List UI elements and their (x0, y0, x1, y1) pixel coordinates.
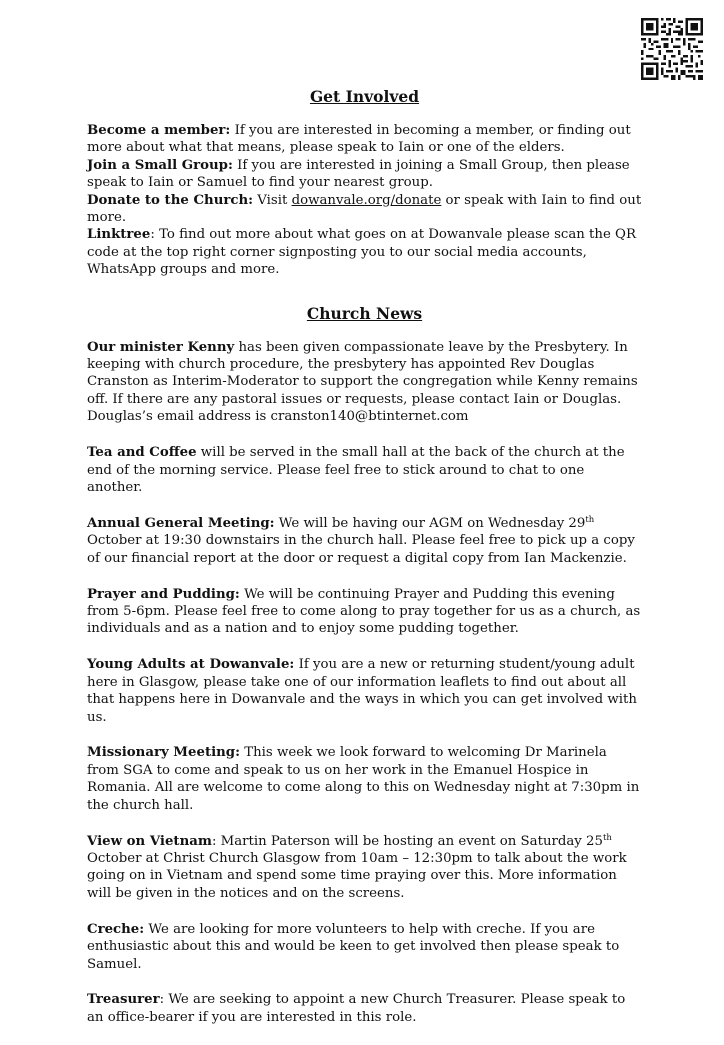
notice-text: will be served in the small hall at the back of the church at the end of the morning service. Please feel free to stick around to chat to one another. (87, 445, 625, 495)
notice-text: We will be having our AGM on Wednesday 29 (274, 515, 586, 531)
notice-text: We will be continuing Prayer and Pudding this evening from 5-6pm. Please feel free to come along to pray together for us as a church, as individuals and as a nation and to enjoy some pudding together. (87, 586, 641, 637)
prayer-pudding-notice (87, 586, 642, 638)
notice-text: October at 19:30 downstairs in the church hall. Please feel free to pick up a copy of our financial report at the door or request a digital copy from Ian Mackenzie. (87, 533, 635, 566)
notice-text: If you are a new or returning student/young adult here in Glasgow, please take one of our information leaflets to find out about all that happens here in Dowanvale and the ways in which you can get involved with us. (87, 657, 637, 725)
section-heading-get-involved: Get Involved (309, 87, 420, 106)
notice-text: If you are interested in joining a Small Group, then please speak to Iain or Samuel to find your nearest group. (87, 157, 630, 191)
notice-label: Tea and Coffee (87, 445, 197, 461)
notice-label: Missionary Meeting: (87, 745, 241, 761)
young-adults-notice (87, 656, 642, 726)
notice-text: has been given compassionate leave by the Presbytery. In keeping with church procedure, the presbytery has appointed Rev Douglas Cranston as Interim-Moderator to support the congregation while Kenny remains off. If there are any pastoral issues or requests, please contact Iain or Douglas. Douglas’s email address is cranston140@btinternet.com (87, 339, 638, 425)
notice-label: View on Vietnam (87, 833, 212, 849)
linktree-notice (87, 226, 642, 278)
notice-text: October at Christ Church Glasgow from 10am – 12:30pm to talk about the work going on in Vietnam and spend some time praying over this. More information will be given in the notices and on the screens. (87, 851, 627, 901)
section-heading-church-news: Church News (306, 303, 423, 323)
notice-text: If you are interested in becoming a member, or finding out more about what that means, please speak to Iain or one of the elders. (87, 123, 631, 156)
notice-label: Donate to the Church: (87, 192, 254, 208)
notice-label: Join a Small Group: (87, 157, 233, 173)
vietnam-notice (87, 833, 642, 903)
notice-text: We are looking for more volunteers to help with creche. If you are enthusiastic about this and would be keen to get involved then please speak to Samuel. (87, 921, 620, 972)
notice-label: Treasurer (87, 992, 160, 1008)
become-member-notice (87, 122, 642, 157)
notice-text: : We are seeking to appoint a new Church Treasurer. Please speak to an office-bearer if you are interested in this role. (87, 992, 626, 1025)
minister-notice (87, 339, 642, 426)
agm-notice (87, 515, 642, 567)
notice-text: or speak with Iain to find out more. (87, 192, 642, 226)
notice-label: Linktree (87, 227, 151, 243)
notice-label: Creche: (87, 921, 145, 937)
treasurer-notice (87, 991, 642, 1026)
notice-text: This week we look forward to welcoming Dr Marinela from SGA to come and speak to us on her work in the Emanuel Hospice in Romania. All are welcome to come along to this on Wednesday night at 7:30pm in the church hall. (87, 745, 640, 813)
donate-notice (87, 192, 642, 227)
donate-link[interactable]: dowanvale.org/donate (291, 192, 442, 208)
qr-code-icon (641, 18, 703, 80)
notice-label: Become a member: (87, 123, 231, 138)
missionary-meeting-notice (87, 744, 642, 814)
notice-label: Annual General Meeting: (87, 515, 275, 531)
notice-text: Visit (253, 192, 292, 208)
ordinal-suffix: th (602, 832, 612, 843)
creche-notice (87, 921, 642, 973)
notice-label: Our minister Kenny (87, 339, 235, 355)
notice-text: : Martin Paterson will be hosting an event on Saturday 25 (211, 833, 603, 849)
tea-coffee-notice (87, 444, 642, 496)
notice-label: Prayer and Pudding: (87, 586, 240, 602)
bulletin-page (87, 86, 642, 1045)
notice-label: Young Adults at Dowanvale: (87, 657, 295, 673)
small-group-notice (87, 157, 642, 192)
ordinal-suffix: th (585, 514, 595, 525)
notice-text: : To find out more about what goes on at Dowanvale please scan the QR code at the top right corner signposting you to our social media accounts, WhatsApp groups and more. (87, 227, 636, 278)
